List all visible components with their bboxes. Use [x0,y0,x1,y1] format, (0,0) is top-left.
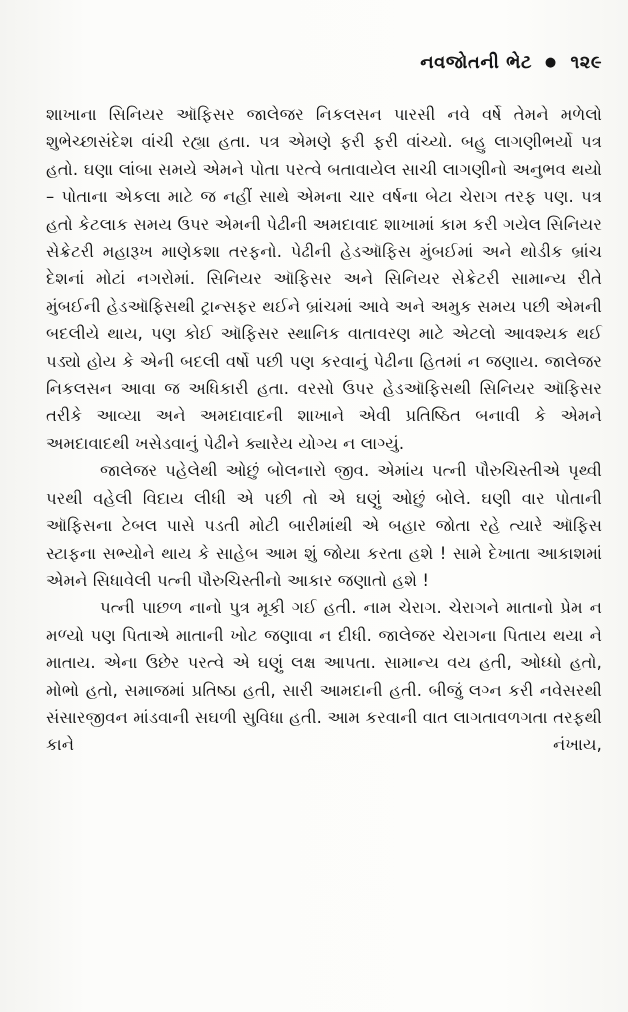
paragraph-2: જાલેજર પહેલેથી ઓછું બોલનારો જીવ. એમાંય પત્ની પૌરુચિસ્તીએ પૃથ્વી પરથી વહેલી વિદાય લીધી એ પછી તો એ ઘણું ઓછું બોલે. ઘણી વાર પોતાની ઑફિસના ટેબલ પાસે પડતી મોટી બારીમાંથી એ બહાર જોતા રહે ત્યારે ઑફિસ સ્ટાફના સભ્યોને થાય કે સાહેબ આમ શું જોયા કરતા હશે ! સામે દેખાતા આકાશમાં એમને સિધાવેલી પત્ની પૌરુચિસ્તીનો આકાર જણાતો હશે ! [46,461,602,590]
running-header [420,52,602,73]
paragraph-1: શાખાના સિનિયર ઑફિસર જાલેજર નિકલસન પારસી નવે વર્ષે તેમને મળેલો શુભેચ્છાસંદેશ વાંચી રહ્યા હતા. પત્ર એમણે ફરી ફરી વાંચ્યો. બહુ લાગણીભર્યો પત્ર હતો. ઘણા લાંબા સમયે એમને પોતા પરત્વે બતાવાયેલ સાચી લાગણીનો અનુભવ થયો – પોતાના એકલા માટે જ નહીં સાથે એમના ચાર વર્ષના બેટા ચેરાગ તરફ પણ. પત્ર હતો કેટલાક સમય ઉપર એમની પેઢીની અમદાવાદ શાખામાં કામ કરી ગયેલ સિનિયર સેક્રેટરી મહારૂખ માણેકશા તરફનો. પેઢીની હેડઑફિસ મુંબઈમાં અને થોડીક બ્રાંચ દેશનાં મોટાં નગરોમાં. સિનિયર ઑફિસર અને સિનિયર સેક્રેટરી સામાન્ય રીતે મુંબઈની હેડઑફિસથી ટ્રાન્સફર થઈને બ્રાંચમાં આવે અને અમુક સમય પછી એમની બદલીયે થાય, પણ કોઈ ઑફિસર સ્થાનિક વાતાવરણ માટે એટલો આવશ્યક થઈ પડ્યો હોય કે એની બદલી વર્ષો પછી પણ કરવાનું પેઢીના હિતમાં ન જણાય. જાલેજર નિકલસન આવા જ અધિકારી હતા. વરસો ઉપર હેડઑફિસથી સિનિયર ઑફિસર તરીકે આવ્યા અને અમદાવાદની શાખાને એવી પ્રતિષ્ઠિત બનાવી કે એમને અમદાવાદથી ખસેડવાનું પેઢીને ક્યારેય યોગ્ય ન લાગ્યું. [46,105,602,453]
page-number: ૧૨૯ [570,52,602,73]
header-bullet-separator: ● [544,55,557,70]
book-title: નવજોતની ભેટ [420,52,533,73]
paragraph-3: પત્ની પાછળ નાનો પુત્ર મૂકી ગઈ હતી. નામ ચેરાગ. ચેરાગને માતાનો પ્રેમ ન મળ્યો પણ પિતાએ માતાની ખોટ જણાવા ન દીધી. જાલેજર ચેરાગના પિતાય થયા ને માતાય. એના ઉછેર પરત્વે એ ઘણું લક્ષ આપતા. સામાન્ય વય હતી, ઓધ્ધો હતો, મોભો હતો, સમાજમાં પ્રતિષ્ઠા હતી, સારી આમદાની હતી. બીજું લગ્ન કરી નવેસરથી સંસારજીવન માંડવાની સઘળી સુવિધા હતી. આમ કરવાની વાત લાગતાવળગતા તરફથી કાને નંખાય, [46,598,602,755]
body-text [46,101,602,759]
